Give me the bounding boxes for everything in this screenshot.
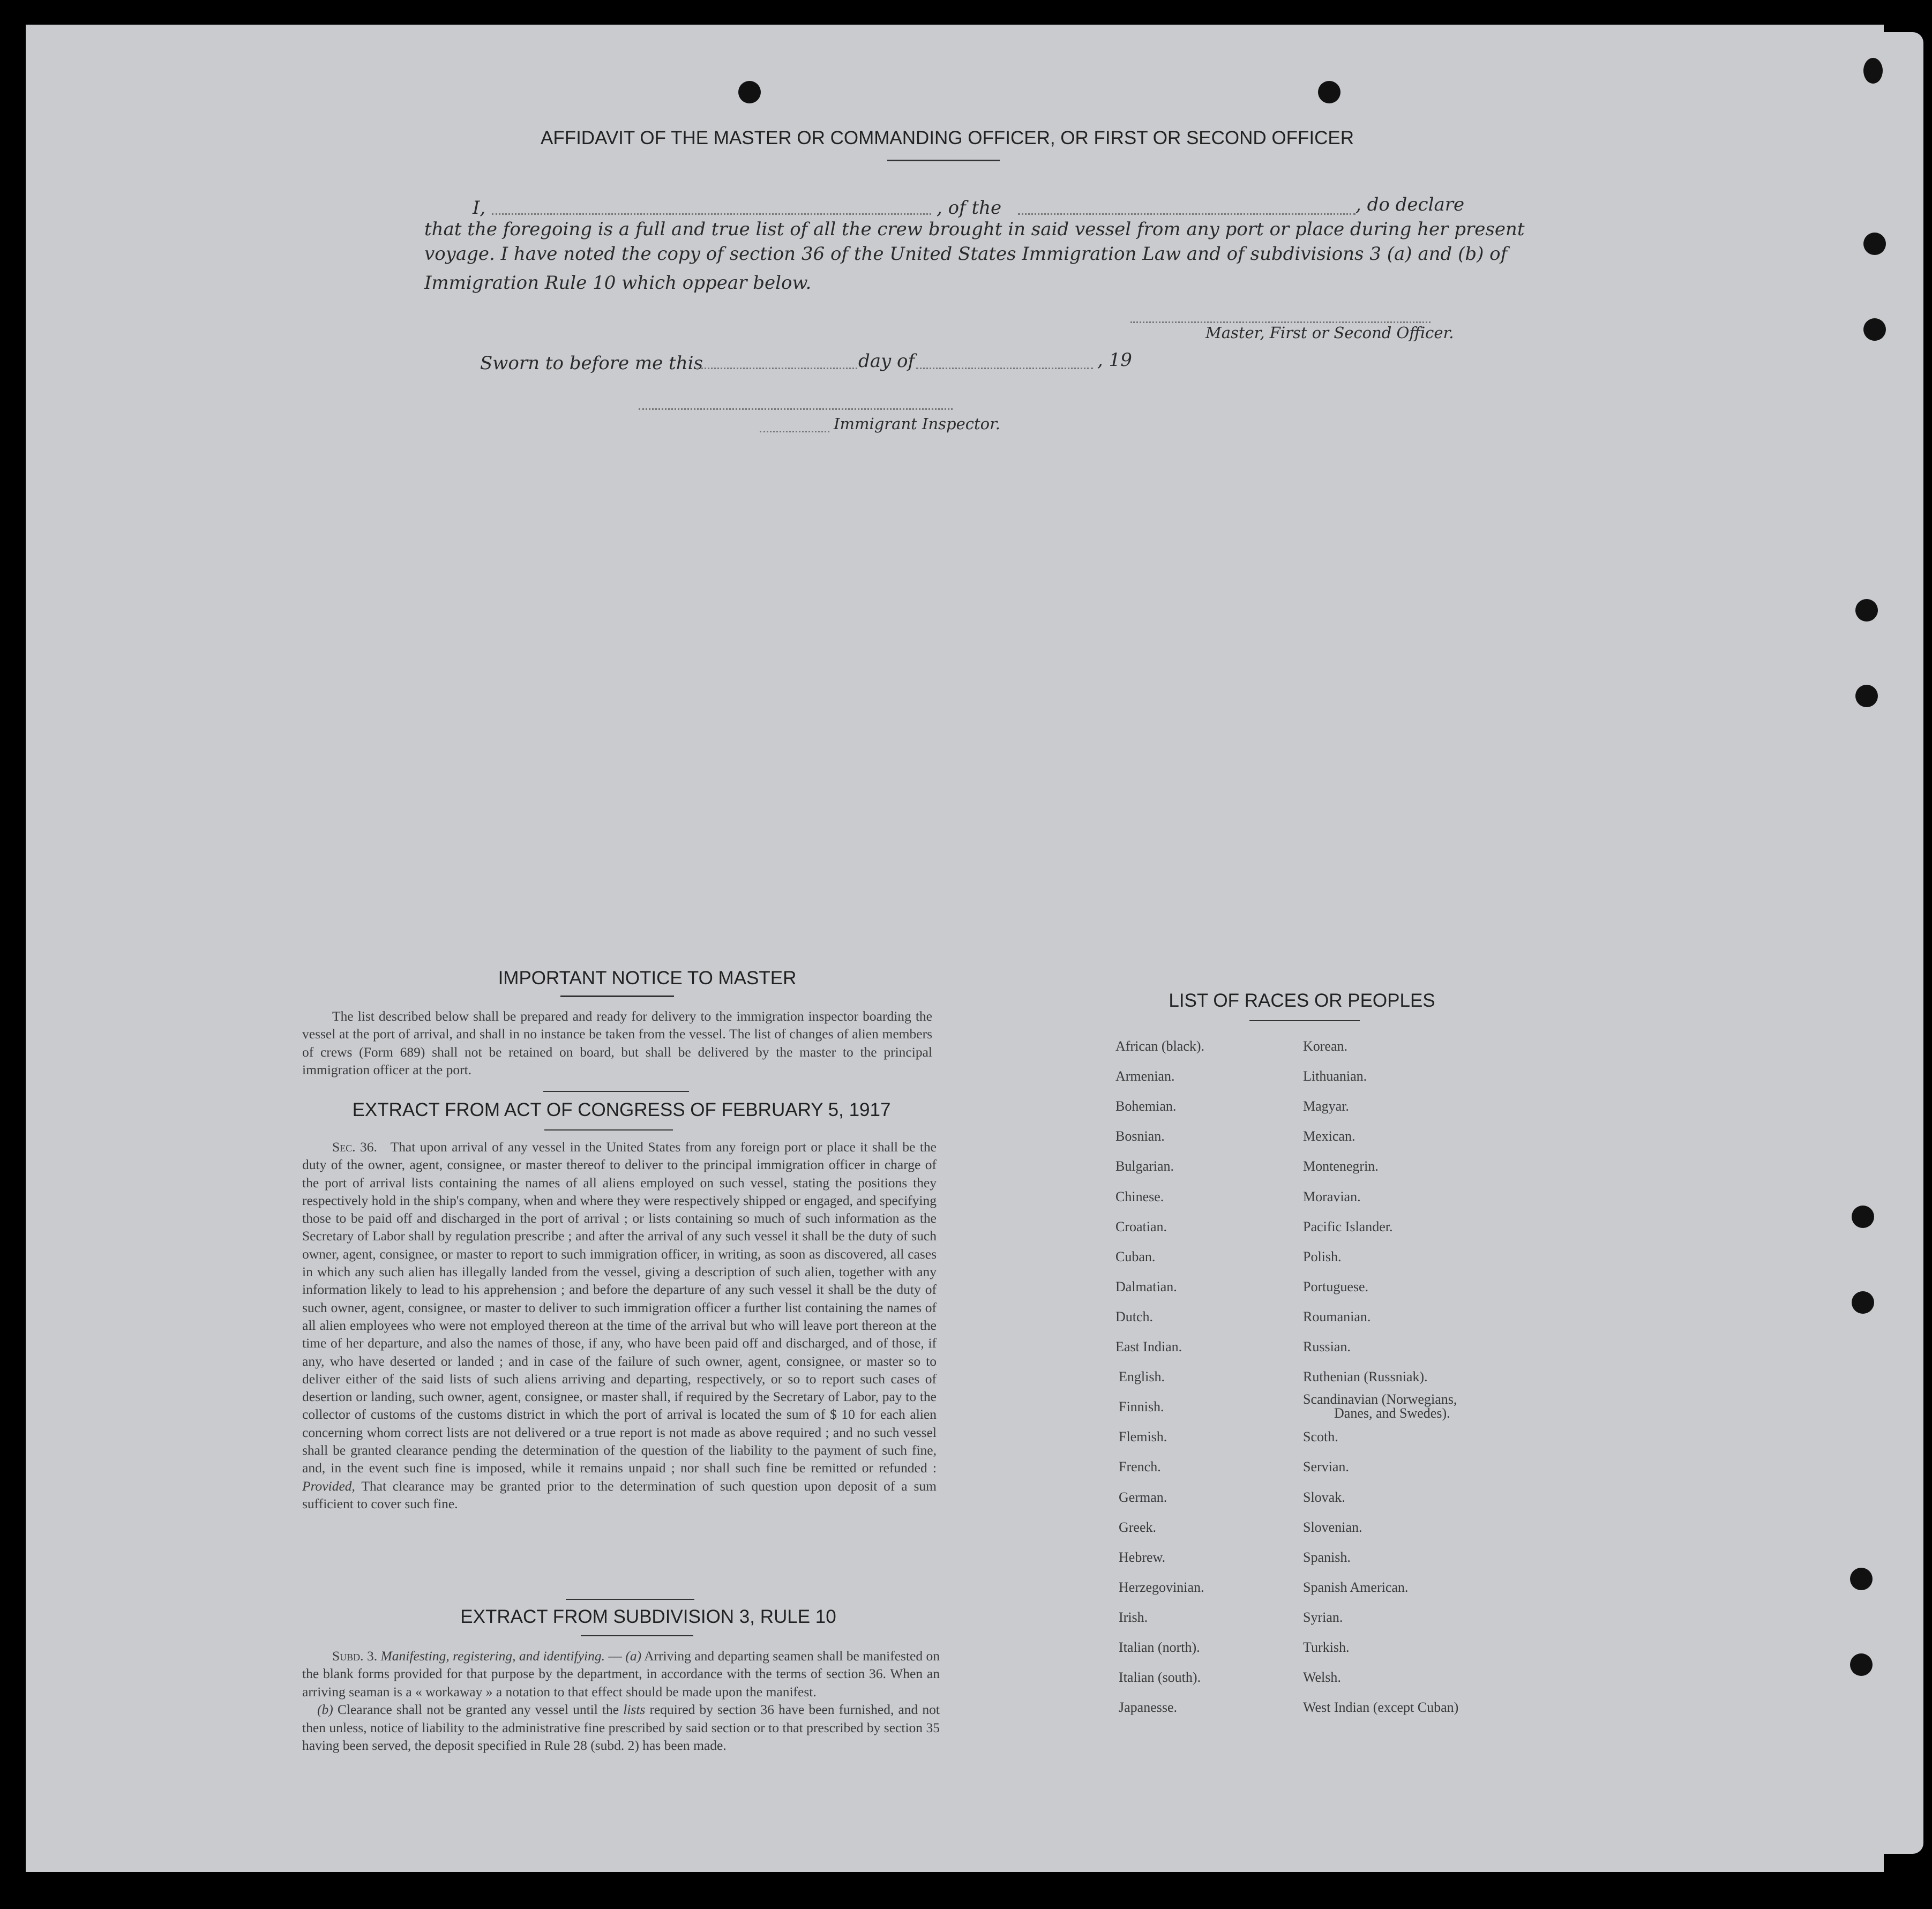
race-item: Italian (north). — [1119, 1640, 1200, 1655]
race-item: Bosnian. — [1115, 1128, 1165, 1144]
race-item: Roumanian. — [1303, 1308, 1371, 1324]
rule-subd: Subd. 3. — [332, 1648, 378, 1664]
race-item: Moravian. — [1303, 1188, 1361, 1204]
act-paragraph — [302, 1138, 937, 1513]
day-of-label: day of — [858, 350, 915, 372]
rule-paragraph-a: Subd. 3. Manifesting, registering, and identifying. — (a) Arriving and departing seamen shall be manifested on the blank forms provided for that purpose by the department, in accordance with the terms of section 36. When an arriving seaman is a « workaway » a notation to that effect should be made upon the manifest. — [302, 1648, 940, 1700]
inspector-label: Immigrant Inspector. — [834, 415, 1000, 433]
act-title: EXTRACT FROM ACT OF CONGRESS OF FEBRUARY 5, 1917 — [352, 1099, 891, 1120]
races-list — [1115, 1038, 1544, 1719]
race-item: Spanish. — [1303, 1549, 1351, 1565]
rule-a-text: Arriving and departing seamen shall be manifested on the blank forms provided for that purpose by the department, in accordance with the terms of section 36. When an arriving seaman is a « workaway » a notation to that effect should be made upon the manifest. — [302, 1648, 940, 1700]
punch-hole — [1850, 1653, 1873, 1676]
race-item: Italian (south). — [1119, 1670, 1201, 1686]
rule-text — [302, 1647, 940, 1754]
race-item: Magyar. — [1303, 1098, 1349, 1114]
notice-title: IMPORTANT NOTICE TO MASTER — [498, 968, 797, 989]
affidavit-i: I, — [473, 197, 486, 219]
signature-line — [1130, 321, 1431, 323]
race-item: Greek. — [1119, 1519, 1157, 1535]
race-item: Armenian. — [1115, 1068, 1175, 1084]
document-page — [26, 25, 1884, 1872]
rule-title: EXTRACT FROM SUBDIVISION 3, RULE 10 — [460, 1606, 836, 1627]
year-label: , 19 — [1097, 349, 1132, 371]
notice-title-underline — [560, 995, 674, 997]
act-provided: Provided, — [302, 1478, 355, 1494]
rule-b-text-1: Clearance shall not be granted any vessel until the — [337, 1702, 619, 1718]
affidavit-line-3: voyage. I have noted the copy of section 36 of the United States Immigration Law and of subdivisions 3 (a) and (b) of — [424, 243, 1508, 265]
race-item: Dalmatian. — [1115, 1278, 1177, 1294]
race-item: Pacific Islander. — [1303, 1218, 1393, 1234]
act-divider — [566, 1599, 694, 1600]
rule-heading: Manifesting, registering, and identifying. — [380, 1648, 605, 1664]
rule-a-label: (a) — [625, 1648, 642, 1664]
race-item: Montenegrin. — [1303, 1158, 1379, 1174]
race-item: Lithuanian. — [1303, 1068, 1367, 1084]
vessel-blank — [1018, 213, 1356, 215]
race-item: Russian. — [1303, 1339, 1351, 1354]
punch-hole — [1863, 58, 1883, 84]
punch-hole — [1852, 1206, 1874, 1228]
race-item: Turkish. — [1303, 1640, 1350, 1655]
act-body-end: That clearance may be granted prior to the determination of such question upon deposit of a sum sufficient to cover such fine. — [302, 1478, 937, 1511]
race-item: Finnish. — [1119, 1399, 1164, 1415]
punch-hole — [1863, 233, 1886, 255]
affidavit-line-2: that the foregoing is a full and true list of all the crew brought in said vessel from any port or place during her present — [424, 219, 1525, 240]
signature-label: Master, First or Second Officer. — [1205, 324, 1454, 342]
sworn-day-blank — [698, 368, 857, 369]
sworn-label: Sworn to before me this — [480, 353, 703, 374]
act-text — [302, 1138, 937, 1513]
race-item: Chinese. — [1115, 1188, 1164, 1204]
sworn-month-blank — [916, 368, 1093, 369]
race-item: Spanish American. — [1303, 1579, 1409, 1595]
race-item: Slovak. — [1303, 1489, 1345, 1505]
race-item-continued: Danes, and Swedes). — [1334, 1405, 1450, 1421]
race-item: Polish. — [1303, 1248, 1342, 1264]
race-item: Slovenian. — [1303, 1519, 1362, 1535]
affidavit-line-4: Immigration Rule 10 which oppear below. — [424, 272, 812, 294]
race-item: Syrian. — [1303, 1609, 1343, 1625]
race-item: Flemish. — [1119, 1429, 1167, 1445]
race-item: Mexican. — [1303, 1128, 1356, 1144]
race-item: Scoth. — [1303, 1429, 1338, 1445]
race-item: English. — [1119, 1369, 1165, 1385]
race-item: Portuguese. — [1303, 1278, 1369, 1294]
inspector-line-short — [760, 431, 829, 432]
punch-hole — [1850, 1568, 1873, 1590]
race-item: Cuban. — [1115, 1248, 1156, 1264]
race-item: West Indian (except Cuban) — [1303, 1700, 1459, 1716]
race-item: Bulgarian. — [1115, 1158, 1174, 1174]
race-item: Welsh. — [1303, 1670, 1341, 1686]
notice-text — [302, 1007, 932, 1079]
rule-b-text-2: required by section 36 have been furnished, and not then unless, notice of liability to the administrative fine prescribed by said section or to that prescribed by section 35 having been served, the deposit specified in Rule 28 (subd. 2) has been made. — [302, 1702, 940, 1754]
punch-hole — [1855, 685, 1878, 707]
race-item: Scandinavian (Norwegians, — [1303, 1391, 1457, 1408]
race-item: Hebrew. — [1119, 1549, 1166, 1565]
race-item: Ruthenian (Russniak). — [1303, 1369, 1428, 1385]
race-item: Dutch. — [1115, 1308, 1154, 1324]
act-title-underline — [544, 1129, 673, 1131]
race-item: African (black). — [1115, 1038, 1205, 1054]
punch-hole — [1852, 1291, 1874, 1314]
race-item: Bohemian. — [1115, 1098, 1177, 1114]
races-title-underline — [1249, 1020, 1360, 1021]
rule-title-underline — [581, 1635, 693, 1636]
race-item: Irish. — [1119, 1609, 1148, 1625]
race-item: Herzegovinian. — [1119, 1579, 1204, 1595]
punch-hole — [1855, 599, 1878, 622]
notice-divider — [543, 1091, 689, 1092]
race-item: Korean. — [1303, 1038, 1348, 1054]
race-item: Japanesse. — [1119, 1700, 1178, 1716]
act-section: Sec. 36. — [332, 1139, 377, 1155]
race-item: French. — [1119, 1459, 1161, 1475]
race-item: East Indian. — [1115, 1339, 1182, 1354]
race-item: Servian. — [1303, 1459, 1349, 1475]
inspector-line — [639, 408, 953, 410]
rule-paragraph-b — [302, 1701, 940, 1754]
title-underline — [887, 160, 1000, 161]
affidavit-title: AFFIDAVIT OF THE MASTER OR COMMANDING OFFICER, OR FIRST OR SECOND OFFICER — [540, 128, 1354, 148]
race-item: German. — [1119, 1489, 1167, 1505]
affidavit-of-the: , of the — [937, 197, 1002, 219]
punch-hole — [1318, 81, 1341, 103]
race-item: Croatian. — [1115, 1218, 1167, 1234]
rule-b-label: (b) — [317, 1702, 333, 1718]
notice-paragraph: The list described below shall be prepared and ready for delivery to the immigration inspector boarding the vessel at the port of arrival, and shall in no instance be taken from the vessel. The list of changes of alien members of crews (Form 689) shall not be retained on board, but shall be delivered by the master to the principal immigration officer at the port. — [302, 1008, 932, 1078]
punch-hole — [1863, 318, 1886, 341]
punch-hole — [738, 81, 761, 103]
affidavit-do-declare: , do declare — [1356, 194, 1465, 215]
act-body: That upon arrival of any vessel in the United States from any foreign port or place it shall be the duty of the owner, agent, consignee, or master thereof to deliver to the principal immigration officer in charge of the port of arrival lists containing the names of all aliens employed on such vessel, stating the positions they respectively hold in the ship's company, when and where they were respectively shipped or engaged, and specifying those to be paid off and discharged in the port of arrival ; or lists containing so much of such information as the Secretary of Labor shall by regulation prescribe ; and after the arrival of any such vessel it shall be the duty of such owner, agent, consignee, or master to report to such immigration officer, in writing, as soon as discovered, all cases in which any such alien has illegally landed from the vessel, giving a description of such alien, together with any information likely to lead to his apprehension ; and before the departure of any such vessel it shall be the duty of such owner, agent, consignee, or master to deliver to such immigration officer a further list containing the names of all alien employees who were not employed thereon at the time of the arrival but who will leave port thereon at the time of her departure, and also the names of those, if any, who have been paid off and discharged, and of those, if any, who have deserted or landed ; and in case of the failure of such owner, agent, consignee, or master so to deliver either of the said lists of such aliens arriving and departing, respectively, or so to report such cases of desertion or landing, such owner, agent, consignee, or master shall, if required by the Secretary of Labor, pay to the collector of customs of the customs district in which the port of arrival is located the sum of $ 10 for each alien concerning whom correct lists are not delivered or a true report is not made as above required ; and no such vessel shall be granted clearance pending the determination of the question of the liability to the payment of such fine, and, in the event such fine is imposed, while it remains unpaid ; nor shall such fine be remitted or refunded : — [302, 1139, 937, 1476]
rule-b-lists: lists — [623, 1702, 646, 1718]
races-title: LIST OF RACES OR PEOPLES — [1169, 990, 1435, 1011]
name-blank — [492, 213, 931, 215]
